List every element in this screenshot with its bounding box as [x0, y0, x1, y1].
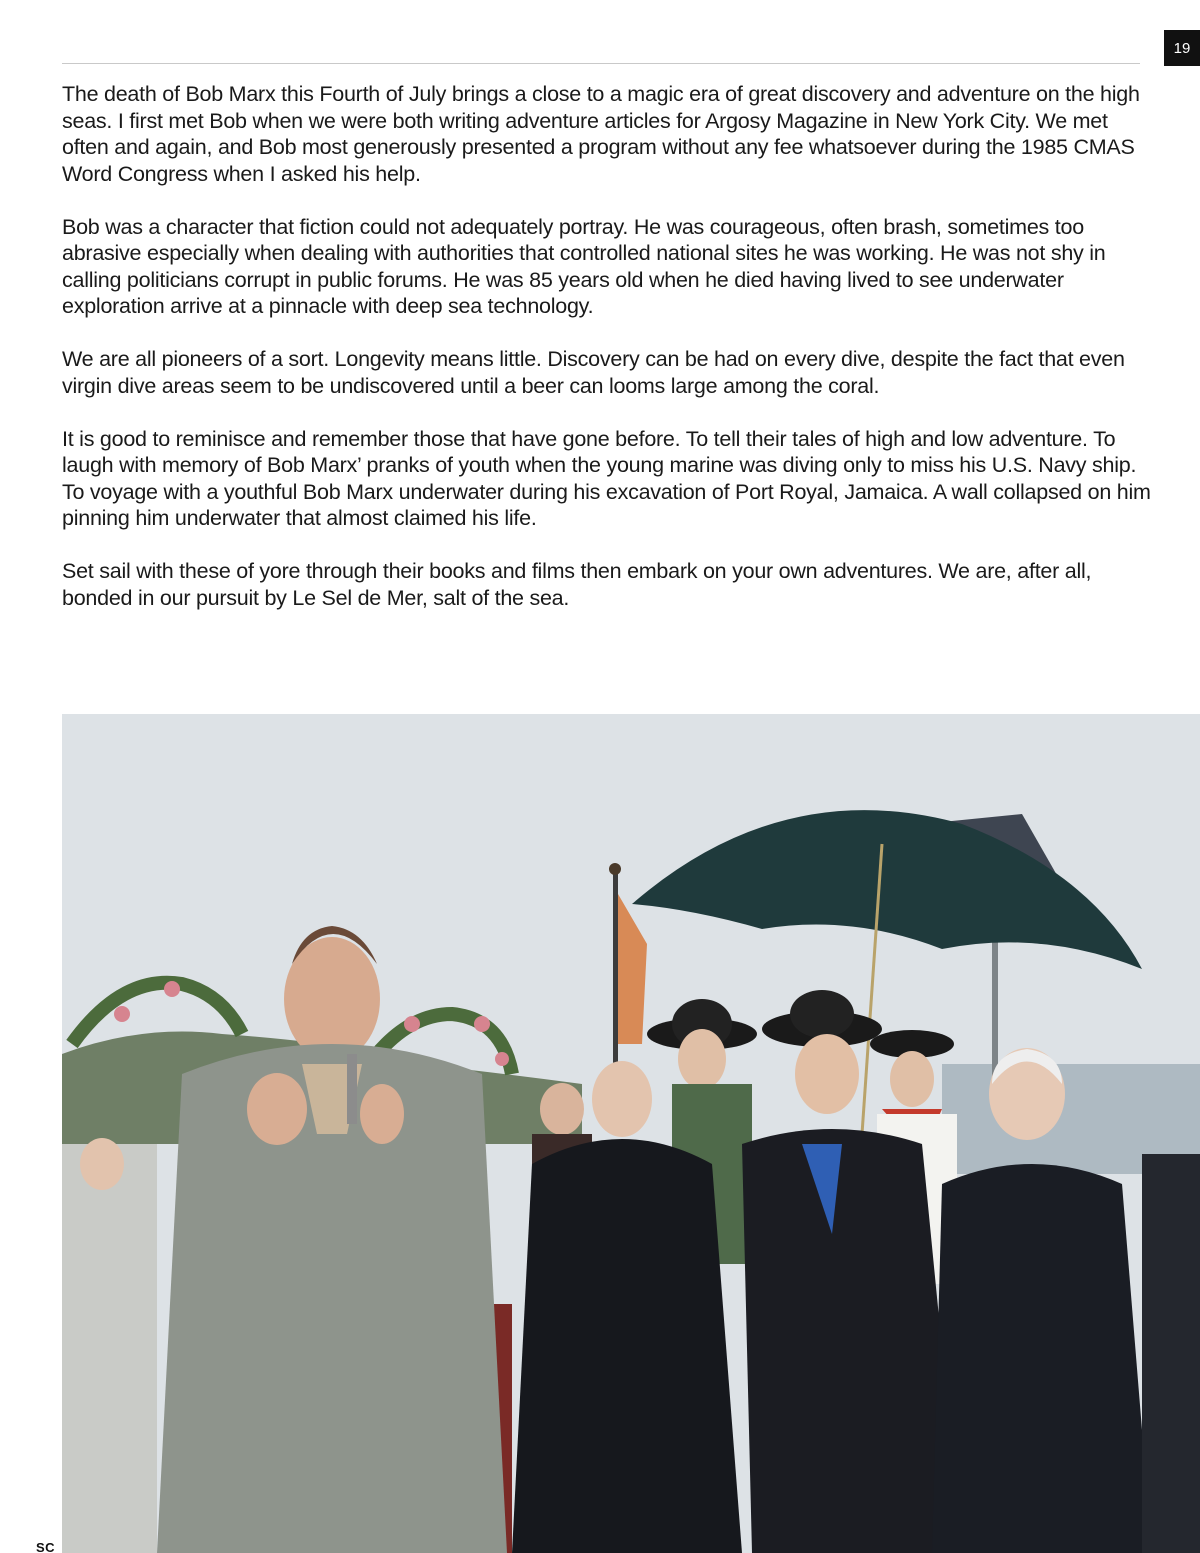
paragraph: We are all pioneers of a sort. Longevity means little. Discovery can be had on every dive, despite the fact that even virgin dive areas seem to be undiscovered until a beer can looms large among the coral. — [62, 347, 1125, 398]
page-number: 19 — [1164, 30, 1200, 66]
paragraph: It is good to reminisce and remember those that have gone before. To tell their tales of high and low adventure. To laugh with memory of Bob Marx’ pranks of youth when the young marine was diving only to miss his U.S. Navy ship. To voyage with a youthful Bob Marx underwater during his excavation of Port Royal, Jamaica. A wall collapsed on him pinning him underwater that almost claimed his life. — [62, 426, 1151, 530]
paragraph: The death of Bob Marx this Fourth of July brings a close to a magic era of great discovery and adventure on the high seas. I first met Bob when we were both writing adventure articles for Argosy Magazine in New York City. We met often and again, and Bob most generously presented a program without any fee whatsoever during the 1985 CMAS Word Congress when I asked his help. — [62, 82, 1140, 186]
article-body — [62, 81, 1152, 638]
paragraph: Set sail with these of yore through their books and films then embark on your own adventures. We are, after all, bonded in our pursuit by Le Sel de Mer, salt of the sea. — [62, 559, 1092, 610]
group-photo — [62, 714, 1200, 1553]
paragraph: Bob was a character that fiction could not adequately portray. He was courageous, often brash, sometimes too abrasive especially when dealing with authorities that controlled national sites he was working. He was not shy in calling politicians corrupt in public forums. He was 85 years old when he died having lived to see underwater exploration arrive at a pinnacle with deep sea technology. — [62, 214, 1106, 318]
top-divider — [62, 63, 1140, 64]
footer-mark: SC — [36, 1540, 56, 1553]
